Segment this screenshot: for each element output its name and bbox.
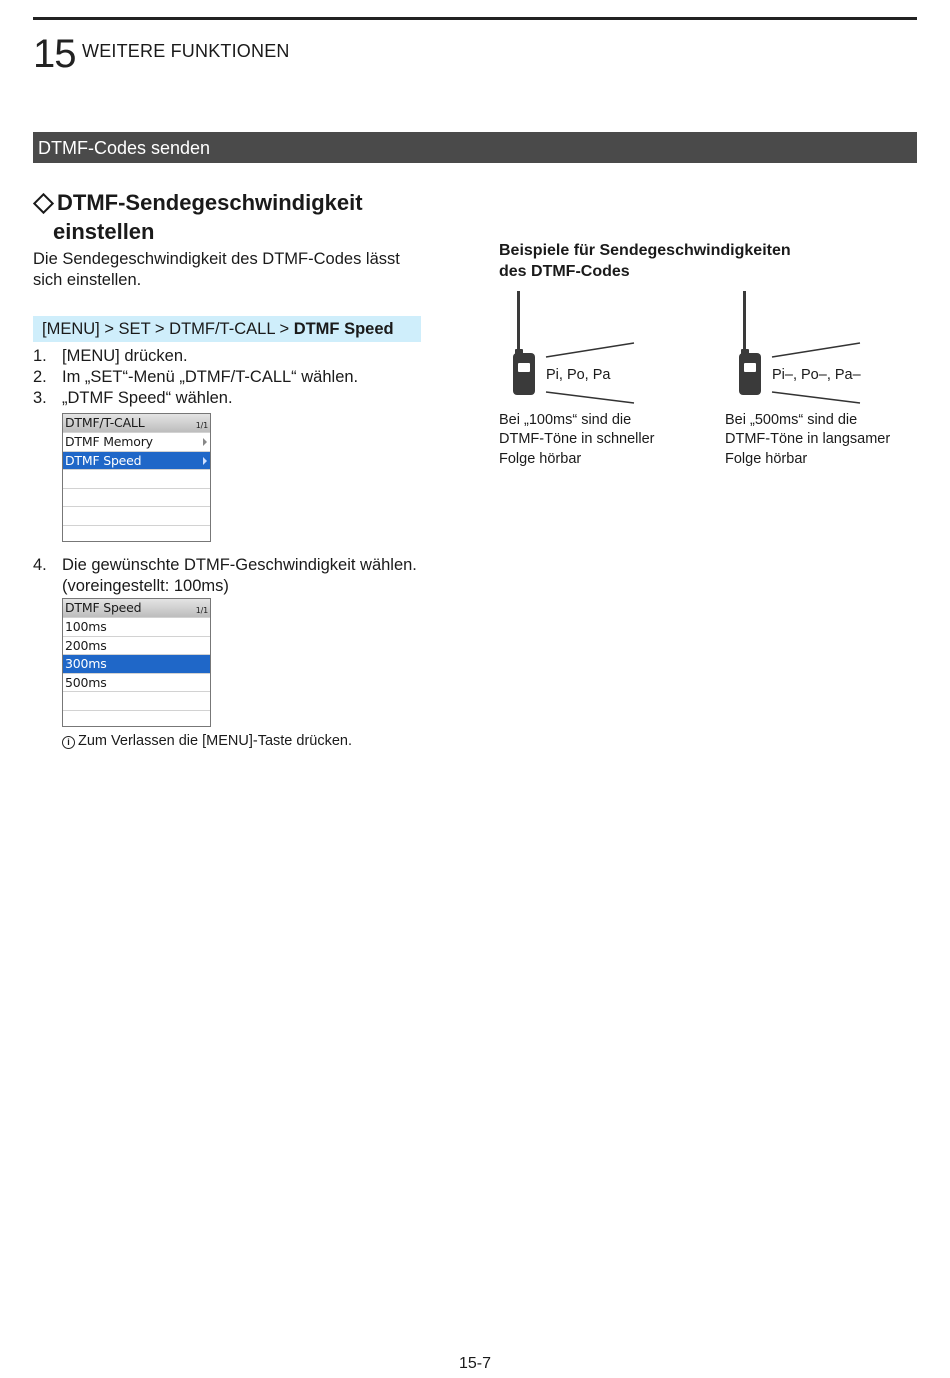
section-title: DTMF-Codes senden	[38, 138, 211, 158]
caption-line: DTMF-Töne in langsamer	[725, 431, 891, 448]
chevron-right-icon	[203, 457, 207, 465]
speed-option-500ms[interactable]	[63, 673, 210, 692]
caption-slow	[725, 411, 925, 469]
examples-title	[499, 240, 899, 282]
menu-path	[33, 316, 421, 342]
section-bar	[33, 132, 917, 163]
chapter-number: 15	[33, 32, 76, 76]
screen-dtmf-speed	[62, 598, 211, 727]
caption-line: DTMF-Töne in schneller	[499, 431, 655, 448]
speed-option-200ms[interactable]	[63, 636, 210, 655]
screen-page: 1/1	[195, 421, 208, 430]
screen-dtmf-tcall	[62, 413, 211, 542]
tone-label-fast: Pi, Po, Pa	[546, 367, 611, 383]
caption-line: Folge hörbar	[499, 450, 582, 467]
step-text: [MENU] drücken.	[62, 347, 188, 365]
empty-row	[63, 710, 210, 729]
speed-option-100ms[interactable]	[63, 617, 210, 636]
intro-text	[33, 249, 433, 291]
steps-list-2	[33, 555, 453, 597]
screen-title: DTMF/T-CALL	[65, 415, 145, 430]
top-rule	[33, 17, 917, 20]
step-number: 4.	[33, 556, 47, 574]
radio-icon	[511, 291, 537, 396]
info-icon: i	[62, 736, 75, 749]
step-number: 3.	[33, 389, 47, 407]
screen-header	[63, 414, 210, 432]
menu-item-label: DTMF Memory	[65, 434, 153, 449]
page-heading	[33, 188, 453, 246]
chapter-title: WEITERE FUNKTIONEN	[82, 41, 290, 61]
empty-row	[63, 488, 210, 507]
step-4	[33, 555, 453, 597]
intro-line1: Die Sendegeschwindigkeit des DTMF-Codes lässt	[33, 250, 400, 268]
option-label: 500ms	[65, 674, 107, 690]
caption-line: Bei „500ms“ sind die	[725, 412, 858, 428]
step-3	[33, 388, 453, 409]
radio-icon	[737, 291, 763, 396]
option-label: 200ms	[65, 637, 107, 653]
empty-row	[63, 691, 210, 710]
steps-list	[33, 346, 453, 409]
step-text: „DTMF Speed“ wählen.	[62, 389, 233, 407]
speed-option-300ms[interactable]	[63, 654, 210, 673]
chevron-right-icon	[203, 438, 207, 446]
examples-title-line2: des DTMF-Codes	[499, 263, 630, 280]
heading-line2: einstellen	[53, 219, 155, 244]
screen-page: 1/1	[195, 606, 208, 615]
tone-label-slow: Pi–, Po–, Pa–	[772, 367, 861, 383]
step-1	[33, 346, 453, 367]
step-number: 1.	[33, 347, 47, 365]
menu-item-label: DTMF Speed	[65, 452, 142, 468]
empty-row	[63, 469, 210, 488]
caption-line: Folge hörbar	[725, 450, 808, 467]
menu-item-dtmf-memory[interactable]	[63, 432, 210, 451]
option-label: 100ms	[65, 619, 107, 634]
step-text: Im „SET“-Menü „DTMF/T-CALL“ wählen.	[62, 368, 359, 386]
screen-header	[63, 599, 210, 617]
option-label: 300ms	[65, 656, 107, 671]
page-number: 15-7	[458, 1355, 492, 1372]
note-text: Zum Verlassen die [MENU]-Taste drücken.	[78, 733, 352, 749]
screen-title: DTMF Speed	[65, 600, 142, 615]
menu-path-prefix: [MENU] > SET > DTMF/T-CALL >	[42, 320, 294, 338]
step-2	[33, 367, 453, 388]
caption-fast	[499, 411, 699, 469]
step-number: 2.	[33, 368, 47, 386]
intro-line2: sich einstellen.	[33, 271, 142, 289]
diamond-icon	[33, 193, 54, 214]
menu-item-dtmf-speed[interactable]	[63, 451, 210, 470]
examples-title-line1: Beispiele für Sendegeschwindigkeiten	[499, 242, 791, 259]
empty-row	[63, 506, 210, 525]
empty-row	[63, 525, 210, 544]
step-text-default: (voreingestellt: 100ms)	[62, 577, 229, 595]
step-text: Die gewünschte DTMF-Geschwindigkeit wählen.	[62, 556, 417, 574]
menu-path-bold: DTMF Speed	[293, 320, 394, 338]
exit-note	[62, 732, 352, 750]
heading-line1: DTMF-Sendegeschwindigkeit	[57, 190, 363, 215]
caption-line: Bei „100ms“ sind die	[499, 412, 632, 428]
